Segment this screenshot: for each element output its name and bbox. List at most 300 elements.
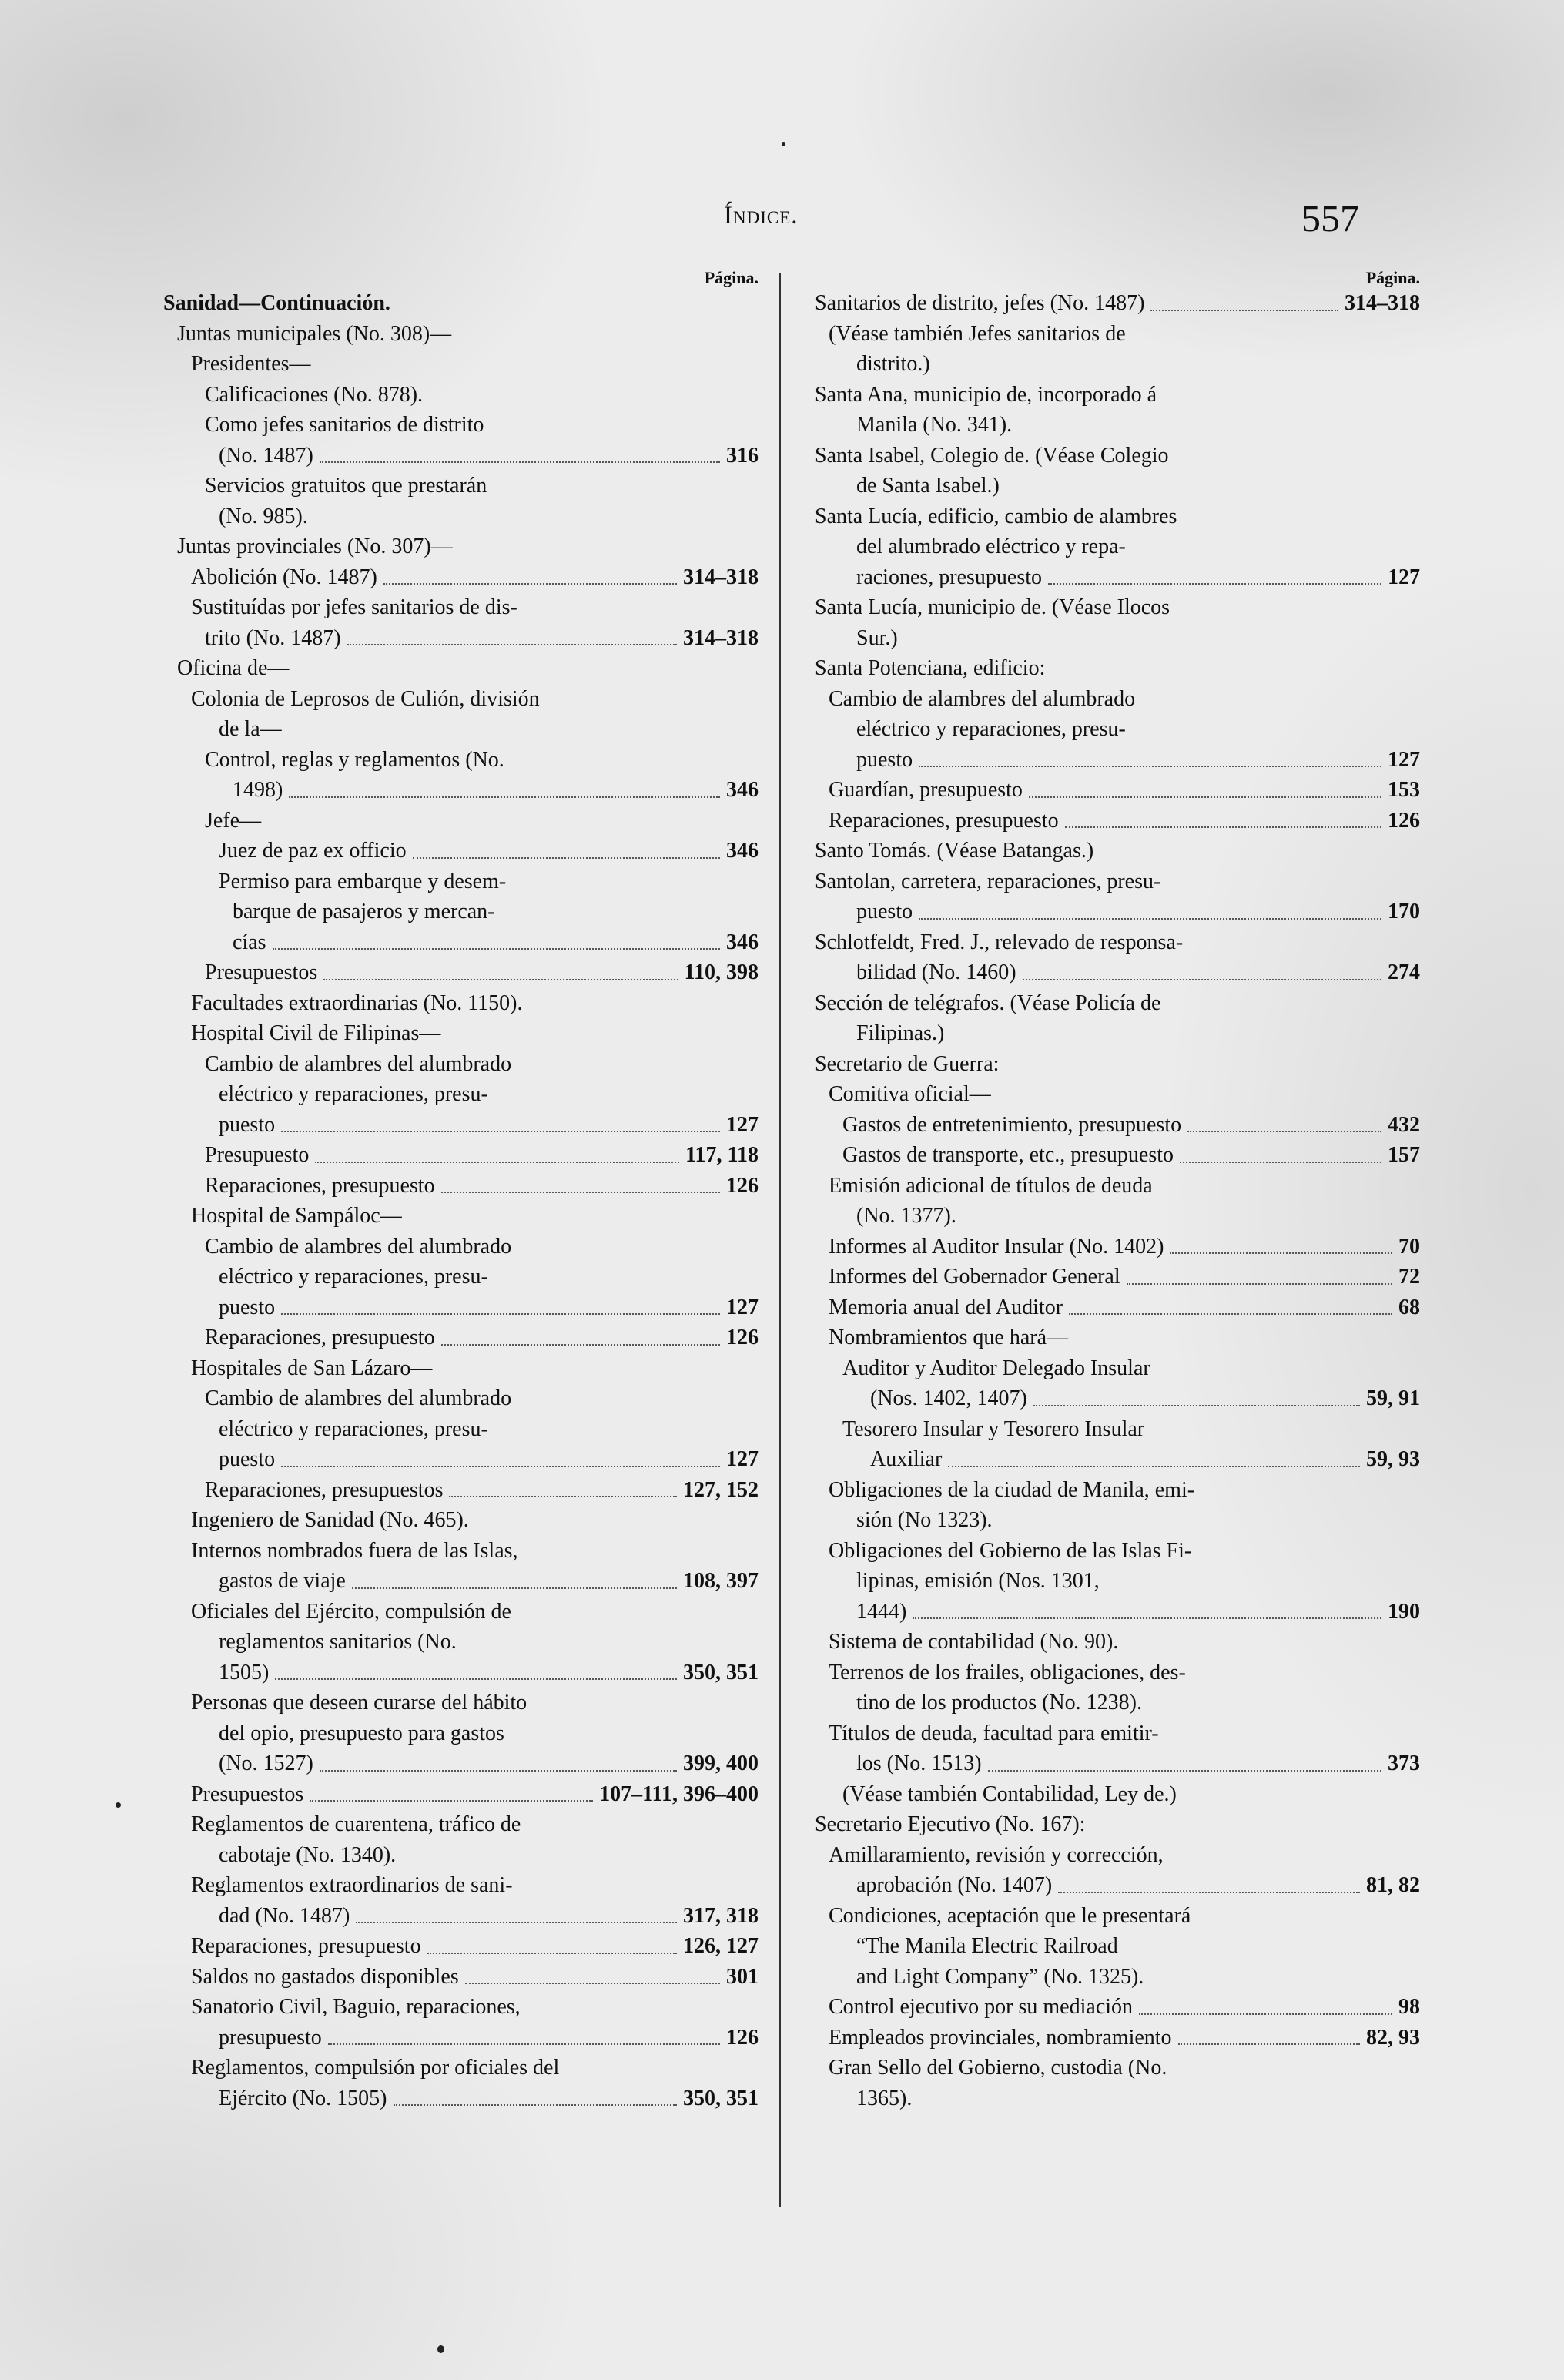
index-entry xyxy=(163,2053,759,2083)
entry-page-ref: 157 xyxy=(1388,1143,1420,1167)
page-number: 557 xyxy=(1301,196,1359,240)
entry-text: reglamentos sanitarios (No. xyxy=(219,1630,457,1654)
dot-leader xyxy=(352,1587,677,1589)
index-entry xyxy=(815,1079,1420,1110)
entry-text: Colonia de Leprosos de Culión, división xyxy=(191,686,540,711)
index-entry xyxy=(163,1840,759,1871)
entry-text: Permiso para embarque y desem- xyxy=(219,869,507,893)
index-entry xyxy=(815,1140,1420,1171)
entry-text: puesto xyxy=(219,1112,276,1137)
entry-text: de Santa Isabel.) xyxy=(856,474,1000,498)
index-entry xyxy=(163,1444,759,1475)
entry-text: Sustituídas por jefes sanitarios de dis- xyxy=(191,595,517,619)
entry-page-ref: 399, 400 xyxy=(683,1751,759,1775)
dot-leader xyxy=(281,1466,720,1467)
entry-text: Gastos de transporte, etc., presupuesto xyxy=(842,1143,1174,1167)
entry-text: Juez de paz ex officio xyxy=(219,839,407,863)
index-entry xyxy=(163,410,759,441)
ink-speck xyxy=(782,142,785,146)
dot-leader xyxy=(919,918,1381,920)
entry-text: Nombramientos que hará— xyxy=(829,1326,1069,1349)
entry-page-ref: 301 xyxy=(726,1964,759,1989)
index-entry xyxy=(815,806,1420,836)
entry-text: Memoria anual del Auditor xyxy=(829,1295,1063,1319)
entry-text: Guardían, presupuesto xyxy=(829,778,1023,802)
entry-text: Manila (No. 341). xyxy=(856,413,1013,437)
entry-text: trito (No. 1487) xyxy=(205,625,341,650)
entry-page-ref: 170 xyxy=(1388,900,1420,924)
entry-text: Santolan, carretera, reparaciones, presu- xyxy=(815,869,1161,893)
left-entries xyxy=(163,288,759,2114)
entry-text: raciones, presupuesto xyxy=(856,565,1043,589)
dot-leader xyxy=(275,1678,677,1680)
entry-text: Santa Lucía, edificio, cambio de alambres xyxy=(815,504,1177,528)
index-entry xyxy=(163,623,759,654)
entry-text: Auxiliar xyxy=(870,1447,943,1471)
entry-text: del alumbrado eléctrico y repa- xyxy=(856,535,1126,558)
index-entry xyxy=(163,592,759,623)
entry-page-ref: 117, 118 xyxy=(685,1143,759,1167)
dot-leader xyxy=(948,1466,1360,1467)
entry-page-ref: 126 xyxy=(1388,808,1420,833)
entry-text: presupuesto xyxy=(219,2025,322,2050)
dot-leader xyxy=(913,1617,1381,1619)
dot-leader xyxy=(347,644,677,645)
entry-text: Presupuesto xyxy=(205,1143,310,1167)
index-entry xyxy=(163,349,759,380)
index-entry xyxy=(815,2023,1420,2053)
entry-page-ref: 316 xyxy=(726,443,759,468)
index-entry xyxy=(815,1505,1420,1536)
entry-text: and Light Company” (No. 1325). xyxy=(856,1964,1144,1989)
entry-text: (Nos. 1402, 1407) xyxy=(870,1386,1027,1410)
index-entry xyxy=(163,1079,759,1110)
index-entry xyxy=(163,1292,759,1323)
index-entry xyxy=(163,1748,759,1779)
dot-leader xyxy=(1048,583,1381,585)
index-entry xyxy=(815,349,1420,380)
entry-text: Comitiva oficial— xyxy=(829,1082,991,1106)
entry-text: Control ejecutivo por su mediación xyxy=(829,1995,1134,2019)
dot-leader xyxy=(320,1770,677,1772)
entry-page-ref: 350, 351 xyxy=(683,1660,759,1684)
entry-text: Cambio de alambres del alumbrado xyxy=(829,686,1136,711)
entry-text: Secretario de Guerra: xyxy=(815,1051,1000,1076)
entry-text: Obligaciones de la ciudad de Manila, emi- xyxy=(829,1477,1195,1502)
index-entry xyxy=(815,653,1420,684)
index-entry xyxy=(815,867,1420,897)
entry-text: gastos de viaje xyxy=(219,1569,346,1593)
dot-leader xyxy=(1187,1131,1381,1132)
entry-page-ref: 314–318 xyxy=(683,625,759,650)
entry-text: Schlotfeldt, Fred. J., relevado de responsa- xyxy=(815,930,1184,954)
dot-leader xyxy=(315,1162,679,1163)
dot-leader xyxy=(1178,2043,1360,2045)
index-entry xyxy=(815,1049,1420,1080)
entry-text: Santa Potenciana, edificio: xyxy=(815,656,1046,680)
index-entry xyxy=(815,441,1420,471)
index-entry xyxy=(815,1688,1420,1718)
index-entry xyxy=(815,1171,1420,1202)
index-entry xyxy=(815,471,1420,501)
pagina-label-right: Página. xyxy=(1365,268,1420,287)
dot-leader xyxy=(988,1770,1381,1772)
entry-page-ref: 190 xyxy=(1388,1599,1420,1624)
entry-text: Ejército (No. 1505) xyxy=(219,2086,387,2110)
entry-text: tino de los productos (No. 1238). xyxy=(856,1691,1142,1715)
index-entry xyxy=(163,897,759,927)
entry-text: Santa Lucía, municipio de. (Véase Ilocos xyxy=(815,595,1170,619)
index-entry xyxy=(163,1779,759,1810)
entry-text: Sanitarios de distrito, jefes (No. 1487) xyxy=(815,291,1145,315)
index-entry xyxy=(815,1353,1420,1384)
dot-leader xyxy=(441,1344,720,1346)
entry-page-ref: 126 xyxy=(726,1326,759,1349)
index-entry xyxy=(815,410,1420,441)
entry-text: Sistema de contabilidad (No. 90). xyxy=(829,1630,1119,1654)
index-entry xyxy=(815,288,1420,319)
entry-text: Auditor y Auditor Delegado Insular xyxy=(842,1356,1150,1380)
dot-leader xyxy=(1069,1313,1392,1315)
dot-leader xyxy=(394,2104,677,2106)
index-entry xyxy=(815,1962,1420,1993)
entry-text: Terrenos de los frailes, obligaciones, des- xyxy=(829,1660,1186,1684)
dot-leader xyxy=(356,1922,677,1923)
dot-leader xyxy=(281,1313,720,1315)
dot-leader xyxy=(1065,826,1381,828)
index-entry xyxy=(163,1658,759,1688)
index-entry xyxy=(163,653,759,684)
index-entry xyxy=(163,562,759,593)
index-entry xyxy=(163,319,759,350)
entry-page-ref: 81, 82 xyxy=(1366,1873,1420,1897)
entry-text: Saldos no gastados disponibles xyxy=(191,1964,459,1989)
entry-text: Reparaciones, presupuesto xyxy=(205,1173,435,1198)
dot-leader xyxy=(465,1983,720,1984)
entry-page-ref: 127, 152 xyxy=(683,1477,759,1502)
entry-text: dad (No. 1487) xyxy=(219,1903,350,1928)
entry-page-ref: 127 xyxy=(1388,747,1420,772)
index-entry xyxy=(815,1444,1420,1475)
entry-text: Sur.) xyxy=(856,625,898,650)
index-entry xyxy=(163,1383,759,1414)
index-entry xyxy=(163,1870,759,1901)
entry-text: cabotaje (No. 1340). xyxy=(219,1842,397,1867)
index-entry xyxy=(163,380,759,411)
index-entry xyxy=(163,1232,759,1262)
index-entry xyxy=(815,1110,1420,1141)
entry-text: Jefe— xyxy=(205,808,262,833)
index-entry xyxy=(815,2053,1420,2083)
entry-text: (No. 1527) xyxy=(219,1751,313,1775)
entry-text: Reglamentos de cuarentena, tráfico de xyxy=(191,1812,521,1836)
entry-text: Como jefes sanitarios de distrito xyxy=(205,413,484,437)
column-divider xyxy=(779,273,781,2207)
entry-text: Reparaciones, presupuesto xyxy=(205,1326,435,1349)
entry-text: Obligaciones del Gobierno de las Islas Fi- xyxy=(829,1538,1192,1563)
entry-text: Facultades extraordinarias (No. 1150). xyxy=(191,991,523,1015)
entry-text: 1365). xyxy=(856,2086,913,2110)
dot-leader xyxy=(919,766,1381,767)
index-entry xyxy=(163,1414,759,1445)
entry-text: Hospitales de San Lázaro— xyxy=(191,1356,433,1380)
index-entry xyxy=(815,592,1420,623)
entry-text: Santa Isabel, Colegio de. (Véase Colegio xyxy=(815,443,1169,468)
entry-text: Tesorero Insular y Tesorero Insular xyxy=(842,1416,1145,1441)
index-entry xyxy=(163,957,759,988)
index-entry xyxy=(815,836,1420,867)
entry-text: Personas que deseen curarse del hábito xyxy=(191,1691,527,1715)
index-entry xyxy=(815,2083,1420,2114)
index-entry xyxy=(815,1018,1420,1049)
entry-page-ref: 127 xyxy=(726,1295,759,1319)
index-entry xyxy=(163,1992,759,2023)
index-entry xyxy=(815,1779,1420,1810)
index-entry xyxy=(163,1809,759,1840)
entry-text: puesto xyxy=(219,1295,276,1319)
entry-text: 1498) xyxy=(233,778,283,802)
entry-text: Cambio de alambres del alumbrado xyxy=(205,1234,512,1259)
entry-text: lipinas, emisión (Nos. 1301, xyxy=(856,1569,1100,1593)
index-entry xyxy=(815,1658,1420,1688)
entry-page-ref: 350, 351 xyxy=(683,2086,759,2110)
entry-text: Oficina de— xyxy=(177,656,290,680)
index-entry xyxy=(163,1171,759,1202)
entry-page-ref: 432 xyxy=(1388,1112,1420,1137)
index-title: Índice. xyxy=(724,202,799,230)
entry-text: Informes del Gobernador General xyxy=(829,1265,1120,1289)
index-entry xyxy=(815,775,1420,806)
entry-page-ref: 346 xyxy=(726,930,759,954)
entry-text: Sanatorio Civil, Baguio, reparaciones, xyxy=(191,1995,521,2019)
index-entry xyxy=(163,988,759,1019)
index-entry xyxy=(163,927,759,958)
entry-text: eléctrico y reparaciones, presu- xyxy=(856,717,1126,741)
entry-text: Presupuestos xyxy=(205,960,318,984)
index-entry xyxy=(815,745,1420,776)
entry-text: Santo Tomás. (Véase Batangas.) xyxy=(815,839,1094,863)
index-entry xyxy=(815,1232,1420,1262)
entry-text: (No. 985). xyxy=(219,504,308,528)
index-entry xyxy=(163,1201,759,1232)
entry-text: eléctrico y reparaciones, presu- xyxy=(219,1416,488,1441)
index-entry xyxy=(815,1931,1420,1962)
index-entry xyxy=(815,897,1420,927)
index-entry xyxy=(815,1870,1420,1901)
index-entry xyxy=(815,714,1420,745)
entry-page-ref: 82, 93 xyxy=(1366,2025,1420,2050)
index-entry xyxy=(815,1475,1420,1506)
entry-text: Hospital Civil de Filipinas— xyxy=(191,1021,441,1045)
index-entry xyxy=(163,836,759,867)
index-entry xyxy=(815,927,1420,958)
dot-leader xyxy=(383,583,677,585)
left-index-column xyxy=(163,268,759,2114)
entry-text: Abolición (No. 1487) xyxy=(191,565,377,589)
dot-leader xyxy=(281,1131,720,1132)
index-entry xyxy=(815,684,1420,715)
index-entry xyxy=(163,1049,759,1080)
entry-text: Gastos de entretenimiento, presupuesto xyxy=(842,1112,1182,1137)
entry-page-ref: 153 xyxy=(1388,778,1420,802)
entry-page-ref: 72 xyxy=(1398,1265,1420,1289)
entry-text: 1444) xyxy=(856,1599,907,1624)
index-entry xyxy=(163,1110,759,1141)
index-entry xyxy=(163,1566,759,1597)
dot-leader xyxy=(1127,1283,1392,1285)
entry-text: sión (No 1323). xyxy=(856,1508,993,1532)
entry-text: Reparaciones, presupuesto xyxy=(191,1934,421,1958)
dot-leader xyxy=(1033,1405,1360,1406)
dot-leader xyxy=(1170,1252,1392,1254)
entry-text: Calificaciones (No. 878). xyxy=(205,382,424,407)
index-entry xyxy=(815,1414,1420,1445)
dot-leader xyxy=(1023,979,1381,980)
entry-page-ref: 126, 127 xyxy=(683,1934,759,1958)
entry-text: (Véase también Contabilidad, Ley de.) xyxy=(842,1782,1177,1806)
dot-leader xyxy=(323,979,678,980)
entry-page-ref: 107–111, 396–400 xyxy=(599,1782,759,1806)
entry-text: eléctrico y reparaciones, presu- xyxy=(219,1082,488,1106)
entry-page-ref: 59, 93 xyxy=(1366,1447,1420,1471)
entry-text: Cambio de alambres del alumbrado xyxy=(205,1386,512,1410)
dot-leader xyxy=(320,461,720,463)
index-entry xyxy=(815,1840,1420,1871)
ink-speck xyxy=(116,1802,121,1808)
index-entry xyxy=(163,1931,759,1962)
dot-leader xyxy=(413,857,720,859)
index-entry xyxy=(163,471,759,501)
index-entry xyxy=(163,1536,759,1567)
entry-text: Condiciones, aceptación que le presentará xyxy=(829,1903,1191,1928)
entry-text: Presupuestos xyxy=(191,1782,304,1806)
entry-text: Juntas municipales (No. 308)— xyxy=(177,321,452,346)
entry-page-ref: 127 xyxy=(726,1447,759,1471)
index-entry xyxy=(815,988,1420,1019)
index-entry xyxy=(815,1262,1420,1292)
index-entry xyxy=(163,1688,759,1718)
entry-page-ref: 70 xyxy=(1398,1234,1420,1259)
index-entry xyxy=(163,1627,759,1658)
entry-text: aprobación (No. 1407) xyxy=(856,1873,1053,1897)
dot-leader xyxy=(441,1192,720,1193)
entry-text: Informes al Auditor Insular (No. 1402) xyxy=(829,1234,1164,1259)
index-entry xyxy=(815,562,1420,593)
entry-text: Internos nombrados fuera de las Islas, xyxy=(191,1538,518,1563)
index-entry xyxy=(163,288,759,319)
dot-leader xyxy=(310,1800,593,1802)
dot-leader xyxy=(1180,1162,1381,1163)
index-entry xyxy=(163,1262,759,1292)
entry-text: Gran Sello del Gobierno, custodia (No. xyxy=(829,2056,1167,2080)
entry-text: (Véase también Jefes sanitarios de xyxy=(829,321,1126,346)
entry-text: Reglamentos extraordinarios de sani- xyxy=(191,1873,513,1897)
dot-leader xyxy=(427,1953,677,1954)
index-entry xyxy=(163,775,759,806)
entry-text: Hospital de Sampáloc— xyxy=(191,1204,402,1228)
entry-text: los (No. 1513) xyxy=(856,1751,982,1775)
index-entry xyxy=(815,1536,1420,1567)
index-entry xyxy=(163,2023,759,2053)
index-entry xyxy=(163,806,759,836)
index-entry xyxy=(163,1505,759,1536)
entry-text: Reparaciones, presupuesto xyxy=(829,808,1059,833)
pagina-label-left: Página. xyxy=(704,268,759,287)
entry-text: puesto xyxy=(219,1447,276,1471)
index-entry xyxy=(815,1748,1420,1779)
entry-page-ref: 126 xyxy=(726,1173,759,1198)
index-entry xyxy=(163,1353,759,1384)
entry-text: Filipinas.) xyxy=(856,1021,945,1045)
index-entry xyxy=(815,1292,1420,1323)
entry-page-ref: 317, 318 xyxy=(683,1903,759,1928)
entry-text: Títulos de deuda, facultad para emitir- xyxy=(829,1721,1159,1745)
entry-text: de la— xyxy=(219,717,282,741)
entry-text: Control, reglas y reglamentos (No. xyxy=(205,747,504,772)
entry-text: Sección de telégrafos. (Véase Policía de xyxy=(815,991,1161,1015)
entry-page-ref: 110, 398 xyxy=(684,960,759,984)
dot-leader xyxy=(1058,1892,1360,1893)
index-entry xyxy=(815,1992,1420,2023)
index-entry xyxy=(163,531,759,562)
entry-text: Santa Ana, municipio de, incorporado á xyxy=(815,382,1157,407)
index-entry xyxy=(163,714,759,745)
page-header xyxy=(0,196,1564,248)
entry-page-ref: 373 xyxy=(1388,1751,1420,1775)
index-entry xyxy=(163,2083,759,2114)
entry-text: puesto xyxy=(856,900,913,924)
index-entry xyxy=(815,1627,1420,1658)
entry-text: Amillaramiento, revisión y corrección, xyxy=(829,1842,1164,1867)
dot-leader xyxy=(1029,796,1381,798)
index-entry xyxy=(815,1566,1420,1597)
entry-text: Presidentes— xyxy=(191,352,311,376)
index-entry xyxy=(815,1597,1420,1627)
right-index-column xyxy=(815,268,1420,2114)
index-entry xyxy=(815,531,1420,562)
index-entry xyxy=(815,623,1420,654)
dot-leader xyxy=(273,948,720,950)
entry-page-ref: 127 xyxy=(1388,565,1420,589)
entry-text: bilidad (No. 1460) xyxy=(856,960,1016,984)
index-entry xyxy=(815,1322,1420,1353)
index-entry xyxy=(163,1018,759,1049)
entry-page-ref: 126 xyxy=(726,2025,759,2050)
entry-text: Empleados provinciales, nombramiento xyxy=(829,2025,1172,2050)
entry-text: (No. 1487) xyxy=(219,443,313,468)
entry-text: Ingeniero de Sanidad (No. 465). xyxy=(191,1508,469,1532)
entry-page-ref: 346 xyxy=(726,839,759,863)
index-entry xyxy=(163,1718,759,1749)
dot-leader xyxy=(1139,2013,1392,2015)
entry-text: cías xyxy=(233,930,266,954)
entry-page-ref: 127 xyxy=(726,1112,759,1137)
index-entry xyxy=(163,441,759,471)
entry-text: Cambio de alambres del alumbrado xyxy=(205,1051,512,1076)
ink-speck xyxy=(437,2345,444,2353)
index-entry xyxy=(815,1383,1420,1414)
index-entry xyxy=(163,501,759,532)
entry-text: Secretario Ejecutivo (No. 167): xyxy=(815,1812,1086,1836)
index-entry xyxy=(815,319,1420,350)
entry-text: (No. 1377). xyxy=(856,1204,956,1228)
entry-page-ref: 314–318 xyxy=(683,565,759,589)
index-entry xyxy=(163,1901,759,1932)
index-entry xyxy=(815,380,1420,411)
entry-text: Emisión adicional de títulos de deuda xyxy=(829,1173,1153,1198)
index-entry xyxy=(163,1322,759,1353)
entry-text: Oficiales del Ejército, compulsión de xyxy=(191,1599,511,1624)
